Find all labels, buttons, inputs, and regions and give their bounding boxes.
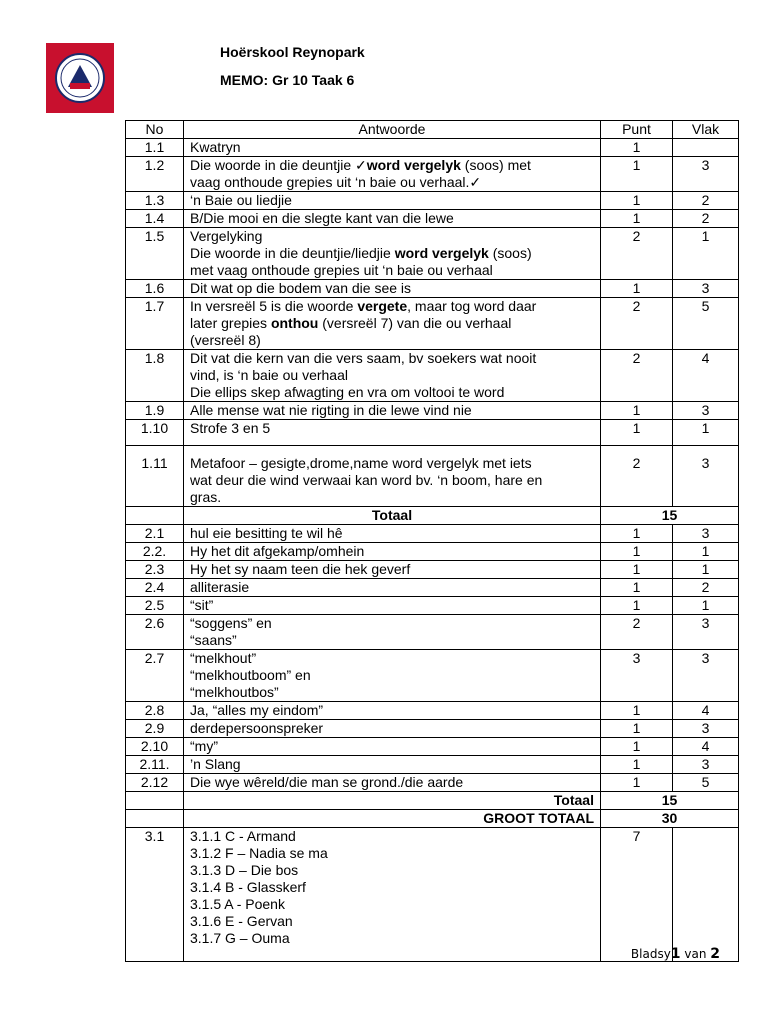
question-number: 2.9 bbox=[126, 720, 184, 738]
answer-text: Alle mense wat nie rigting in die lewe vind nie bbox=[190, 402, 472, 418]
table-row bbox=[126, 702, 739, 720]
header-vlak: Vlak bbox=[673, 121, 739, 139]
answer-line bbox=[190, 210, 594, 227]
question-number: 2.3 bbox=[126, 561, 184, 579]
table-row bbox=[126, 298, 739, 350]
vlak-cell: 1 bbox=[673, 228, 739, 280]
vlak-cell: 1 bbox=[673, 543, 739, 561]
answer-text: Die ellips skep afwagting en vra om voltooi te word bbox=[190, 384, 505, 400]
vlak-cell: 3 bbox=[673, 446, 739, 507]
total-label: GROOT TOTAAL bbox=[184, 810, 601, 828]
answer-text: alliterasie bbox=[190, 579, 250, 595]
answer-line bbox=[190, 525, 594, 542]
question-number: 3.1 bbox=[126, 828, 184, 962]
answer-text: (versreël 8) bbox=[190, 332, 261, 348]
answer-text: gras. bbox=[190, 489, 222, 505]
answer-text: Die woorde in die deuntjie/liedjie bbox=[190, 245, 395, 261]
answer-line bbox=[190, 632, 594, 649]
table-row bbox=[126, 756, 739, 774]
answer-cell bbox=[184, 157, 601, 192]
answer-line bbox=[190, 879, 594, 896]
footer-of: van bbox=[680, 947, 711, 961]
question-number: 1.10 bbox=[126, 420, 184, 446]
answer-cell bbox=[184, 228, 601, 280]
vlak-cell: 5 bbox=[673, 298, 739, 350]
vlak-cell: 3 bbox=[673, 157, 739, 192]
answer-text: vind, is ‘n baie ou verhaal bbox=[190, 367, 348, 383]
answer-text: “saans” bbox=[190, 632, 237, 648]
total-value: 15 bbox=[601, 792, 739, 810]
answer-text: later grepies bbox=[190, 315, 271, 331]
punt-cell: 1 bbox=[601, 525, 673, 543]
question-number: 2.6 bbox=[126, 615, 184, 650]
question-number: 1.11 bbox=[126, 446, 184, 507]
answer-line bbox=[190, 597, 594, 614]
question-number: 2.8 bbox=[126, 702, 184, 720]
answer-cell bbox=[184, 210, 601, 228]
question-number: 1.5 bbox=[126, 228, 184, 280]
footer-page-total: 2 bbox=[710, 946, 720, 962]
answer-line bbox=[190, 157, 594, 174]
vlak-cell: 3 bbox=[673, 525, 739, 543]
vlak-cell bbox=[673, 139, 739, 157]
vlak-cell: 3 bbox=[673, 756, 739, 774]
answer-keyword: word vergelyk bbox=[366, 157, 461, 173]
answer-cell bbox=[184, 525, 601, 543]
answer-text: 3.1.4 B - Glasskerf bbox=[190, 879, 306, 895]
header-antwoorde: Antwoorde bbox=[184, 121, 601, 139]
vlak-cell: 3 bbox=[673, 402, 739, 420]
answer-line bbox=[190, 245, 594, 262]
question-number: 1.8 bbox=[126, 350, 184, 402]
memo-title: MEMO: Gr 10 Taak 6 bbox=[220, 72, 355, 88]
punt-cell: 1 bbox=[601, 774, 673, 792]
vlak-cell: 4 bbox=[673, 738, 739, 756]
answer-line bbox=[190, 350, 594, 367]
answer-text: 3.1.3 D – Die bos bbox=[190, 862, 299, 878]
punt-cell: 1 bbox=[601, 192, 673, 210]
punt-cell: 1 bbox=[601, 139, 673, 157]
punt-cell: 1 bbox=[601, 756, 673, 774]
school-logo bbox=[46, 43, 114, 113]
question-number: 2.11. bbox=[126, 756, 184, 774]
table-row bbox=[126, 210, 739, 228]
vlak-cell bbox=[670, 828, 739, 962]
vlak-cell: 5 bbox=[673, 774, 739, 792]
answer-cell bbox=[184, 139, 601, 157]
answer-text: Metafoor – gesigte,drome,name word vergelyk met iets bbox=[190, 455, 532, 471]
table-row bbox=[126, 774, 739, 792]
punt-cell: 1 bbox=[601, 597, 673, 615]
answer-line bbox=[190, 262, 594, 279]
answer-text: “sit” bbox=[190, 597, 214, 613]
question-number: 1.7 bbox=[126, 298, 184, 350]
answer-line bbox=[190, 472, 594, 489]
answer-text: derdepersoonspreker bbox=[190, 720, 324, 736]
total-row bbox=[126, 810, 739, 828]
answer-cell bbox=[184, 828, 601, 962]
answer-text: Kwatryn bbox=[190, 139, 241, 155]
answer-line bbox=[190, 913, 594, 930]
answer-text: 3.1.2 F – Nadia se ma bbox=[190, 845, 328, 861]
table-row bbox=[126, 738, 739, 756]
table-row bbox=[126, 139, 739, 157]
vlak-cell: 1 bbox=[673, 597, 739, 615]
answer-cell bbox=[184, 350, 601, 402]
answer-line bbox=[190, 561, 594, 578]
question-number: 1.3 bbox=[126, 192, 184, 210]
vlak-cell: 2 bbox=[673, 579, 739, 597]
table-header-row bbox=[126, 121, 739, 139]
question-number: 2.12 bbox=[126, 774, 184, 792]
punt-cell: 3 bbox=[601, 650, 673, 702]
punt-cell: 1 bbox=[601, 561, 673, 579]
answer-cell bbox=[184, 702, 601, 720]
question-number: 1.4 bbox=[126, 210, 184, 228]
table-row bbox=[126, 228, 739, 280]
total-value: 30 bbox=[601, 810, 739, 828]
table-row bbox=[126, 402, 739, 420]
answer-cell bbox=[184, 615, 601, 650]
page-footer bbox=[631, 946, 720, 962]
answer-line bbox=[190, 684, 594, 701]
answer-line bbox=[190, 280, 594, 297]
answer-cell bbox=[184, 756, 601, 774]
answer-line bbox=[190, 192, 594, 209]
vlak-cell: 4 bbox=[673, 702, 739, 720]
answer-text: ’n Slang bbox=[190, 756, 241, 772]
answer-cell bbox=[184, 774, 601, 792]
answer-cell bbox=[184, 402, 601, 420]
table-row bbox=[126, 828, 739, 962]
table-row bbox=[126, 280, 739, 298]
memo-table bbox=[125, 120, 739, 962]
footer-page-number: 1 bbox=[670, 946, 681, 962]
total-row bbox=[126, 792, 739, 810]
answer-line bbox=[190, 139, 594, 156]
punt-cell: 1 bbox=[601, 720, 673, 738]
answer-line bbox=[190, 615, 594, 632]
answer-cell bbox=[184, 579, 601, 597]
answer-line bbox=[190, 650, 594, 667]
punt-cell: 1 bbox=[601, 420, 673, 446]
answer-text: Dit vat die kern van die vers saam, bv soekers wat nooit bbox=[190, 350, 537, 366]
answer-text: wat deur die wind verwaai kan word bv. ‘n boom, hare en bbox=[190, 472, 543, 488]
answer-text: Ja, “alles my eindom” bbox=[190, 702, 324, 718]
answer-text: 3.1.7 G – Ouma bbox=[190, 930, 290, 946]
table-row bbox=[126, 597, 739, 615]
answer-text: Hy het sy naam teen die hek geverf bbox=[190, 561, 411, 577]
answer-text: Hy het dit afgekamp/omhein bbox=[190, 543, 365, 559]
answer-text: “melkhout” bbox=[190, 650, 257, 666]
answer-line bbox=[190, 862, 594, 879]
answer-cell bbox=[184, 561, 601, 579]
answer-text: hul eie besitting te wil hê bbox=[190, 525, 343, 541]
vlak-cell: 3 bbox=[673, 650, 739, 702]
answer-line bbox=[190, 402, 594, 419]
vlak-cell: 3 bbox=[673, 280, 739, 298]
table-row bbox=[126, 350, 739, 402]
punt-cell: 1 bbox=[601, 157, 673, 192]
vlak-cell: 3 bbox=[673, 615, 739, 650]
answer-text: met vaag onthoude grepies uit ‘n baie ou verhaal bbox=[190, 262, 493, 278]
table-row bbox=[126, 615, 739, 650]
punt-cell: 2 bbox=[601, 228, 673, 280]
answer-text: “soggens” en bbox=[190, 615, 272, 631]
answer-line bbox=[190, 228, 594, 245]
answer-text: 3.1.5 A - Poenk bbox=[190, 896, 285, 912]
total-label: Totaal bbox=[184, 507, 601, 525]
question-number: 2.10 bbox=[126, 738, 184, 756]
punt-cell: 1 bbox=[601, 402, 673, 420]
question-number: 1.9 bbox=[126, 402, 184, 420]
answer-line bbox=[190, 384, 594, 401]
answer-line bbox=[190, 420, 594, 437]
question-number: 1.1 bbox=[126, 139, 184, 157]
answer-text: vaag onthoude grepies uit ‘n baie ou verhaal.✓ bbox=[190, 174, 482, 190]
answer-line bbox=[190, 720, 594, 737]
question-number: 1.6 bbox=[126, 280, 184, 298]
punt-cell: 1 bbox=[601, 738, 673, 756]
vlak-cell: 3 bbox=[673, 720, 739, 738]
answer-cell bbox=[184, 650, 601, 702]
answer-cell bbox=[184, 720, 601, 738]
answer-text: Strofe 3 en 5 bbox=[190, 420, 271, 436]
answer-keyword: onthou bbox=[270, 315, 319, 331]
answer-text: 3.1.6 E - Gervan bbox=[190, 913, 293, 929]
answer-text: B/Die mooi en die slegte kant van die lewe bbox=[190, 210, 454, 226]
answer-text: “melkhoutbos” bbox=[190, 684, 279, 700]
answer-line bbox=[190, 667, 594, 684]
answer-line bbox=[190, 455, 594, 472]
footer-prefix: Bladsy bbox=[630, 947, 671, 961]
total-value: 15 bbox=[601, 507, 739, 525]
question-number: 1.2 bbox=[126, 157, 184, 192]
punt-cell: 2 bbox=[601, 350, 673, 402]
answer-text: Die wye wêreld/die man se grond./die aarde bbox=[190, 774, 464, 790]
punt-cell: 2 bbox=[601, 446, 673, 507]
header-punt: Punt bbox=[601, 121, 673, 139]
answer-text: Die woorde in die deuntjie ✓ bbox=[190, 157, 367, 173]
answer-text: In versreël 5 is die woorde bbox=[190, 298, 358, 314]
answer-text: ‘n Baie ou liedjie bbox=[190, 192, 292, 208]
punt-cell: 2 bbox=[601, 615, 673, 650]
answer-text: “melkhoutboom” en bbox=[190, 667, 311, 683]
vlak-cell: 2 bbox=[673, 210, 739, 228]
punt-cell: 1 bbox=[601, 702, 673, 720]
table-row bbox=[126, 543, 739, 561]
answer-line bbox=[190, 579, 594, 596]
answer-text: Dit wat op die bodem van die see is bbox=[190, 280, 412, 296]
question-number: 2.2. bbox=[126, 543, 184, 561]
total-no-cell bbox=[126, 810, 184, 828]
answer-line bbox=[190, 756, 594, 773]
total-row bbox=[126, 507, 739, 525]
punt-cell: 1 bbox=[601, 210, 673, 228]
answer-line bbox=[190, 738, 594, 755]
answer-cell bbox=[184, 298, 601, 350]
answer-line bbox=[190, 896, 594, 913]
vlak-cell: 4 bbox=[673, 350, 739, 402]
total-no-cell bbox=[126, 507, 184, 525]
question-number: 2.4 bbox=[126, 579, 184, 597]
table-row bbox=[126, 192, 739, 210]
answer-line bbox=[190, 702, 594, 719]
punt-cell: 2 bbox=[601, 298, 673, 350]
school-name: Hoërskool Reynopark bbox=[220, 44, 365, 60]
answer-line bbox=[190, 828, 594, 845]
answer-line bbox=[190, 298, 594, 315]
table-row bbox=[126, 420, 739, 446]
answer-keyword: vergete bbox=[357, 298, 408, 314]
vlak-cell: 1 bbox=[673, 420, 739, 446]
answer-line bbox=[190, 315, 594, 332]
punt-cell: 7 bbox=[601, 828, 673, 962]
vlak-cell: 2 bbox=[673, 192, 739, 210]
table-row bbox=[126, 650, 739, 702]
answer-line bbox=[190, 930, 594, 947]
answer-cell bbox=[184, 597, 601, 615]
answer-text: “my” bbox=[190, 738, 218, 754]
answer-text: 3.1.1 C - Armand bbox=[190, 828, 296, 844]
total-label: Totaal bbox=[184, 792, 601, 810]
punt-cell: 1 bbox=[601, 543, 673, 561]
question-number: 2.1 bbox=[126, 525, 184, 543]
answer-cell bbox=[184, 420, 601, 446]
answer-cell bbox=[184, 738, 601, 756]
table-row bbox=[126, 157, 739, 192]
answer-text: (soos) met bbox=[460, 157, 531, 173]
question-number: 2.7 bbox=[126, 650, 184, 702]
table-row bbox=[126, 561, 739, 579]
answer-text: (soos) bbox=[488, 245, 532, 261]
table-row bbox=[126, 579, 739, 597]
answer-cell bbox=[184, 280, 601, 298]
vlak-cell: 1 bbox=[673, 561, 739, 579]
answer-text: Vergelyking bbox=[190, 228, 263, 244]
table-row bbox=[126, 525, 739, 543]
total-no-cell bbox=[126, 792, 184, 810]
answer-keyword: word vergelyk bbox=[394, 245, 489, 261]
answer-line bbox=[190, 845, 594, 862]
answer-line bbox=[190, 489, 594, 506]
question-number: 2.5 bbox=[126, 597, 184, 615]
punt-cell: 1 bbox=[601, 280, 673, 298]
answer-line bbox=[190, 774, 594, 791]
answer-line bbox=[190, 332, 594, 349]
answer-line bbox=[190, 174, 594, 191]
answer-cell bbox=[184, 446, 601, 507]
answer-text: , maar tog word daar bbox=[407, 298, 537, 314]
punt-cell: 1 bbox=[601, 579, 673, 597]
answer-cell bbox=[184, 543, 601, 561]
header-no: No bbox=[126, 121, 184, 139]
table-row bbox=[126, 446, 739, 507]
table-row bbox=[126, 720, 739, 738]
answer-line bbox=[190, 367, 594, 384]
answer-line bbox=[190, 543, 594, 560]
answer-cell bbox=[184, 192, 601, 210]
answer-text: (versreël 7) van die ou verhaal bbox=[318, 315, 512, 331]
